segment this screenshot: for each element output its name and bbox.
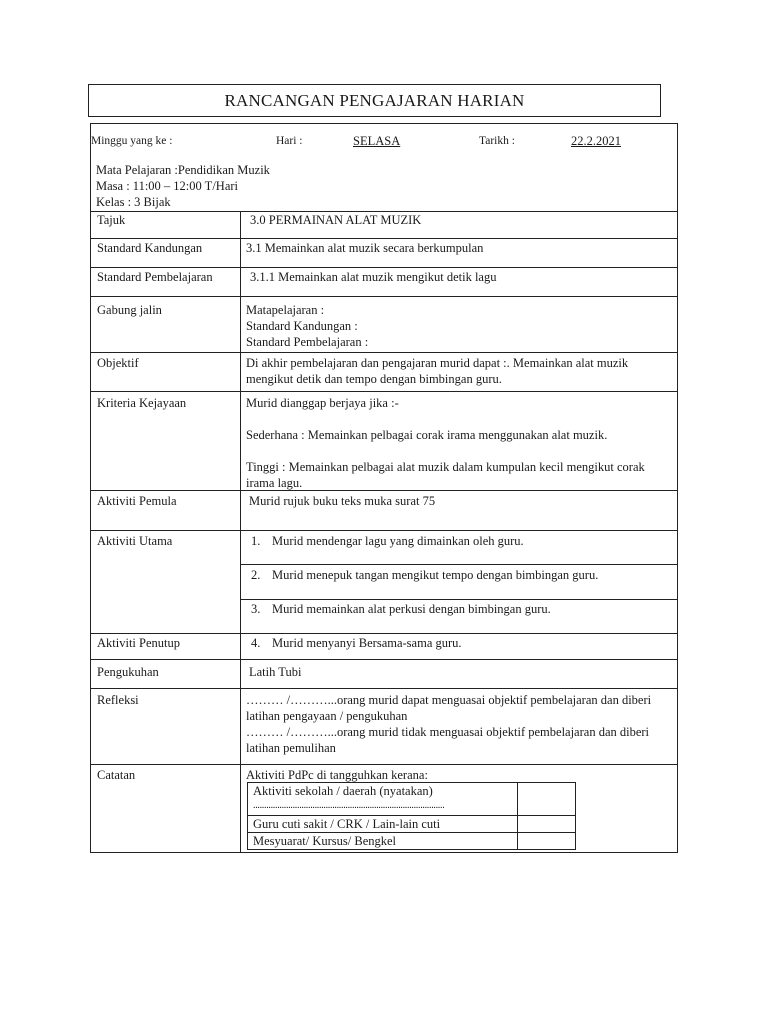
row-divider: [240, 599, 678, 600]
row-divider: [90, 633, 678, 634]
masa: Masa : 11:00 – 12:00 T/Hari: [96, 179, 238, 193]
pengukuhan-label: Pengukuhan: [97, 665, 159, 679]
standard-pembelajaran-value: 3.1.1 Memainkan alat muzik mengikut detik lagu: [250, 270, 497, 284]
row-divider: [90, 296, 678, 297]
kriteria-label: Kriteria Kejayaan: [97, 396, 187, 410]
objektif-value: Di akhir pembelajaran dan pengajaran murid dapat :. Memainkan alat muzik mengikut detik dan tempo dengan bimbingan guru.: [246, 356, 629, 386]
gabung-jalin-line1: Matapelajaran :: [246, 303, 325, 317]
refleksi-line1: ……… /………...orang murid dapat menguasai objektif pembelajaran dan diberi latihan pengayaan / pengukuhan: [246, 693, 652, 723]
options-column-divider: [517, 782, 518, 850]
tajuk-value: 3.0 PERMAINAN ALAT MUZIK: [250, 213, 422, 227]
aktiviti-penutup-label: Aktiviti Penutup: [97, 636, 180, 650]
minggu-label: Minggu yang ke :: [91, 135, 173, 147]
aktiviti-utama-item-3: Murid memainkan alat perkusi dengan bimbingan guru.: [272, 602, 551, 616]
catatan-option-3-checkbox[interactable]: [530, 840, 540, 841]
row-divider: [90, 688, 678, 689]
catatan-option-1-checkbox[interactable]: [530, 800, 540, 801]
catatan-option-1-dots: .......................................................................................: [253, 800, 445, 811]
aktiviti-utama-num-3: 3.: [251, 602, 261, 616]
aktiviti-penutup-value: Murid menyanyi Bersama-sama guru.: [272, 636, 462, 650]
kriteria-line1: Murid dianggap berjaya jika :-: [246, 396, 399, 410]
page-title: RANCANGAN PENGAJARAN HARIAN: [88, 84, 661, 117]
catatan-option-1: Aktiviti sekolah / daerah (nyatakan): [253, 784, 433, 798]
gabung-jalin-label: Gabung jalin: [97, 303, 162, 317]
catatan-label: Catatan: [97, 768, 136, 782]
aktiviti-utama-item-2: Murid menepuk tangan mengikut tempo dengan bimbingan guru.: [272, 568, 599, 582]
catatan-option-2: Guru cuti sakit / CRK / Lain-lain cuti: [253, 817, 441, 831]
catatan-option-3: Mesyuarat/ Kursus/ Bengkel: [253, 834, 397, 848]
row-divider: [90, 530, 678, 531]
tajuk-label: Tajuk: [97, 213, 126, 227]
standard-pembelajaran-label: Standard Pembelajaran: [97, 270, 213, 284]
row-divider: [90, 267, 678, 268]
hari-value: SELASA: [353, 134, 401, 148]
gabung-jalin-line2: Standard Kandungan :: [246, 319, 358, 333]
standard-kandungan-value: 3.1 Memainkan alat muzik secara berkumpulan: [246, 241, 484, 255]
standard-kandungan-label: Standard Kandungan: [97, 241, 203, 255]
pengukuhan-value: Latih Tubi: [249, 665, 302, 679]
aktiviti-utama-label: Aktiviti Utama: [97, 534, 173, 548]
aktiviti-pemula-value: Murid rujuk buku teks muka surat 75: [249, 494, 436, 508]
tarikh-value: 22.2.2021: [571, 134, 621, 148]
row-divider: [90, 238, 678, 239]
row-divider: [90, 391, 678, 392]
row-divider: [90, 764, 678, 765]
tarikh-label: Tarikh :: [479, 135, 515, 147]
aktiviti-penutup-num: 4.: [251, 636, 261, 650]
aktiviti-utama-num-1: 1.: [251, 534, 261, 548]
catatan-option-2-checkbox[interactable]: [530, 822, 540, 823]
row-divider: [240, 564, 678, 565]
kriteria-line2: Sederhana : Memainkan pelbagai corak irama menggunakan alat muzik.: [246, 428, 608, 442]
gabung-jalin-line3: Standard Pembelajaran :: [246, 335, 369, 349]
refleksi-line2: ……… /………...orang murid tidak menguasai objektif pembelajaran dan diberi latihan pemulihan: [246, 725, 650, 755]
row-divider: [90, 352, 678, 353]
aktiviti-pemula-label: Aktiviti Pemula: [97, 494, 177, 508]
mata-pelajaran: Mata Pelajaran :Pendidikan Muzik: [96, 163, 270, 177]
refleksi-label: Refleksi: [97, 693, 139, 707]
aktiviti-utama-item-1: Murid mendengar lagu yang dimainkan oleh guru.: [272, 534, 524, 548]
aktiviti-utama-num-2: 2.: [251, 568, 261, 582]
kriteria-line3: Tinggi : Memainkan pelbagai alat muzik dalam kumpulan kecil mengikut corak irama lagu.: [246, 460, 645, 490]
row-divider: [90, 659, 678, 660]
kelas: Kelas : 3 Bijak: [96, 195, 171, 209]
column-divider: [240, 211, 241, 853]
objektif-label: Objektif: [97, 356, 139, 370]
catatan-intro: Aktiviti PdPc di tangguhkan kerana:: [246, 768, 428, 782]
hari-label: Hari :: [276, 135, 303, 147]
